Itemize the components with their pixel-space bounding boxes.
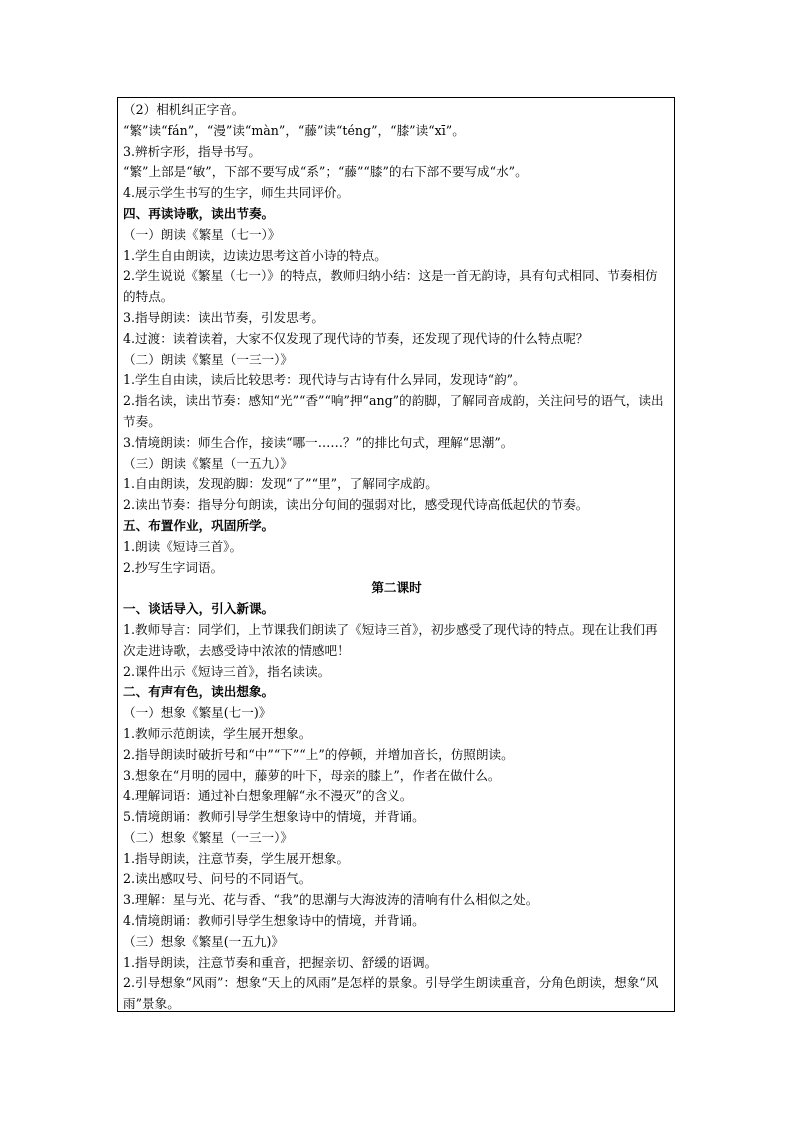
section-heading: 一、谈话导入，引入新课。 (123, 601, 275, 617)
text-line: 2.读出感叹号、问号的不同语气。 (123, 871, 312, 887)
text-line: 1.教师示范朗读，学生展开想象。 (123, 725, 312, 741)
section-heading: 二、有声有色，读出想象。 (123, 684, 275, 700)
text-line: （三）想象《繁星(一五九)》 (123, 933, 284, 949)
text-line: 1.指导朗读，注意节奏和重音，把握亲切、舒缓的语调。 (123, 954, 438, 970)
text-line: 2.指名读，读出节奏：感知“光”“香”“响”押“ang”的韵脚，了解同音成韵，关注问号的语气，读出节奏。 (123, 393, 664, 429)
text-line: “繁”读“fán”，“漫”读“màn”，“藤”读“téng”，“膝”读“xī”。 (123, 122, 465, 138)
section-heading: 四、再读诗歌，读出节奏。 (123, 205, 275, 221)
text-line: 3.想象在“月明的园中，藤萝的叶下，母亲的膝上”，作者在做什么。 (123, 767, 501, 783)
text-line: 2.学生说说《繁星（七一）》的特点，教师归纳小结：这是一首无韵诗，具有句式相同、节奏相仿的特点。 (123, 268, 658, 305)
lesson-plan-table-cell (117, 97, 675, 1012)
text-line: 2.抄写生字词语。 (123, 559, 224, 575)
text-line: 2.指导朗读时破折号和“中”“下”“上”的停顿，并增加音长，仿照朗读。 (123, 746, 514, 762)
text-line: 1.自由朗读，发现韵脚：发现“了”“里”，了解同字成韵。 (123, 476, 438, 492)
text-line: 1.学生自由朗读，边读边思考这首小诗的特点。 (123, 247, 387, 263)
text-line: （三）朗读《繁星（一五九）》 (123, 455, 294, 471)
text-line: 4.展示学生书写的生字，师生共同评价。 (123, 185, 350, 201)
text-line: 3.辨析字形，指导书写。 (123, 143, 261, 159)
text-line: 1.教师导言：同学们，上节课我们朗读了《短诗三首》，初步感受了现代诗的特点。现在让我们再次走进诗歌，去感受诗中浓浓的情感吧！ (123, 621, 658, 658)
section-heading: 五、布置作业，巩固所学。 (123, 517, 275, 533)
text-line: 1.朗读《短诗三首》。 (123, 538, 243, 554)
text-line: （2）相机纠正字音。 (123, 102, 245, 117)
section-title: 第二课时 (371, 580, 422, 596)
text-line: （二）朗读《繁星（一三一）》 (123, 351, 294, 367)
text-line: （一）想象《繁星(七一)》 (123, 705, 272, 721)
text-line: 3.指导朗读：读出节奏，引发思考。 (123, 309, 324, 325)
text-line: （一）朗读《繁星（七一）》 (123, 226, 281, 242)
text-line: 4.情境朗诵：教师引导学生想象诗中的情境，并背诵。 (123, 913, 425, 929)
text-line: 1.学生自由读，读后比较思考：现代诗与古诗有什么异同，发现诗“韵”。 (123, 372, 526, 388)
text-line: “繁”上部是“敏”，下部不要写成“系”；“藤”“膝”的右下部不要写成“水”。 (123, 164, 528, 180)
text-line: 5.情境朗诵：教师引导学生想象诗中的情境，并背诵。 (123, 809, 425, 825)
text-line: 2.课件出示《短诗三首》，指名读读。 (123, 663, 331, 679)
text-line: 1.指导朗读，注意节奏，学生展开想象。 (123, 850, 350, 866)
text-line: 3.情境朗读：师生合作，接读“哪一……？”的排比句式，理解“思潮”。 (123, 434, 514, 450)
text-line: 2.引导想象“风雨”：想象“天上的风雨”是怎样的景象。引导学生朗读重音，分角色朗读，想象“风雨”景象。 (123, 975, 659, 1012)
text-line: 4.过渡：读着读着，大家不仅发现了现代诗的节奏，还发现了现代诗的什么特点呢？ (123, 330, 589, 346)
text-line: 3.理解：星与光、花与香、“我”的思潮与大海波涛的清响有什么相似之处。 (123, 892, 539, 908)
text-line: 2.读出节奏：指导分句朗读，读出分句间的强弱对比，感受现代诗高低起伏的节奏。 (123, 497, 589, 513)
text-line: 4.理解词语：通过补白想象理解“永不漫灭”的含义。 (123, 788, 413, 804)
text-line: （二）想象《繁星（一三一）》 (123, 829, 294, 845)
